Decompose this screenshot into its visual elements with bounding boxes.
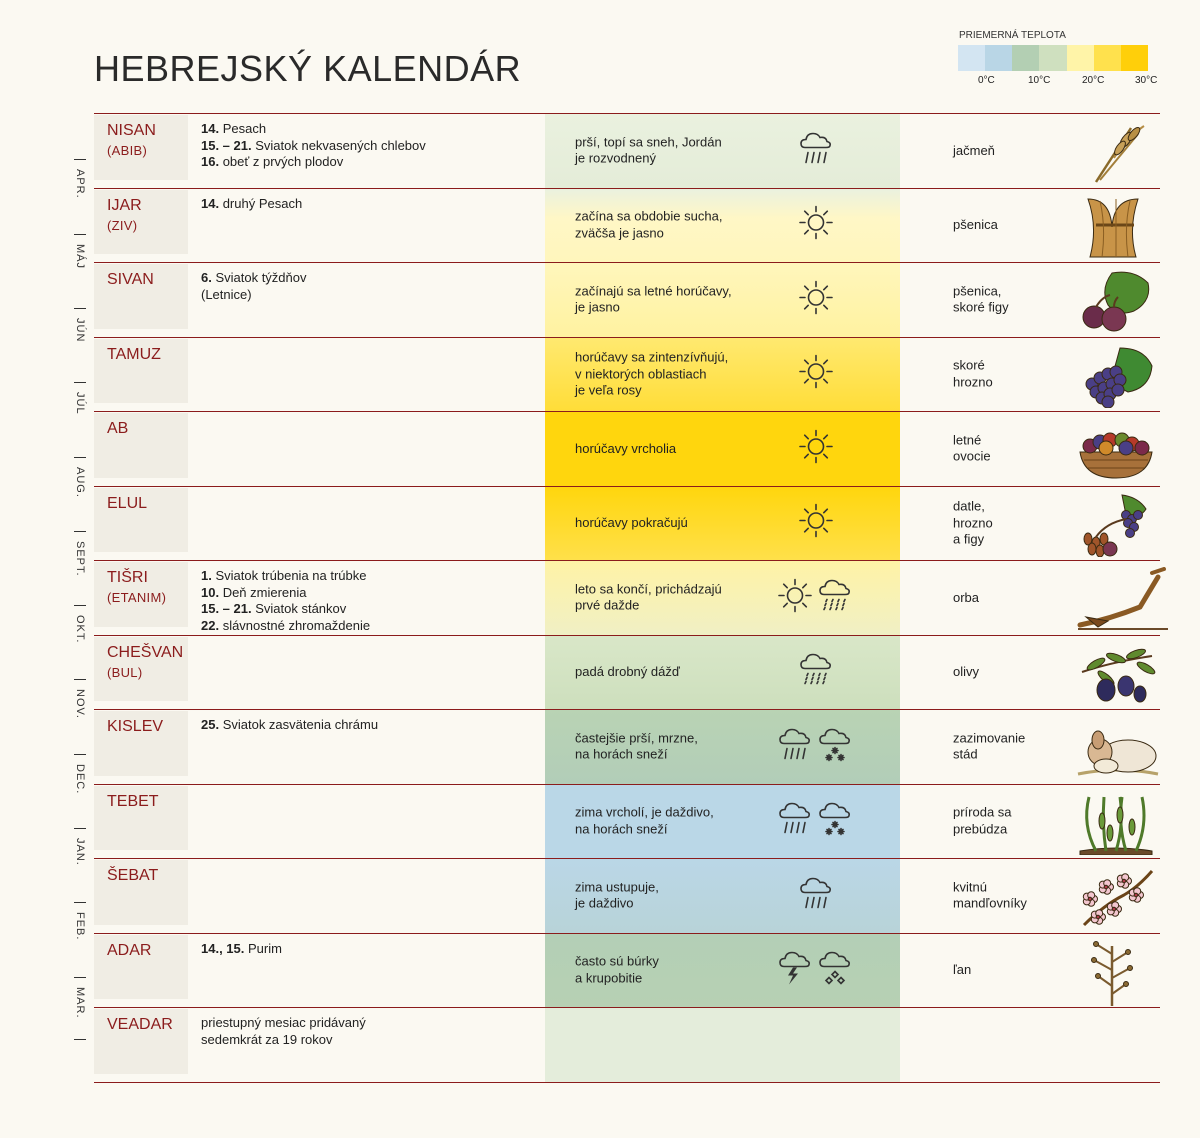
weather-line: na horách sneží <box>575 821 668 837</box>
feast-list <box>201 568 531 634</box>
legend-swatch <box>1094 45 1121 71</box>
month-alt-name: (ABIB) <box>107 143 148 158</box>
crop-line: orba <box>953 589 980 605</box>
gregorian-month-label: JAN. <box>74 838 86 866</box>
feast-list <box>201 270 531 303</box>
feast-text: Pesach <box>219 121 267 136</box>
month-name <box>107 1015 173 1035</box>
month-row <box>94 859 1160 934</box>
axis-tick <box>74 828 86 829</box>
crop-line: letné <box>953 432 982 448</box>
feast-date: 14., 15. <box>201 940 245 956</box>
feast-list <box>201 121 531 171</box>
month-row <box>94 785 1160 860</box>
weather-cell <box>545 710 900 784</box>
gregorian-month-label: SEPT. <box>74 540 86 577</box>
sun-icon <box>798 279 834 320</box>
gregorian-month-label: JÚN <box>74 317 86 343</box>
feast-date: 10. <box>201 584 220 600</box>
weather-line: zväčša je jasno <box>575 225 664 241</box>
feast-text: druhý Pesach <box>219 195 303 211</box>
crop-text <box>953 730 1063 763</box>
feast-text: Sviatok zasvätenia chrámu <box>219 717 379 732</box>
feast-list <box>201 717 531 734</box>
crop-line: hrozno <box>953 374 993 390</box>
axis-tick <box>74 382 86 383</box>
weather-line: horúčavy vrcholia <box>575 440 677 456</box>
crop-line: pšenica, <box>953 283 1002 299</box>
feast-item <box>201 121 531 138</box>
feast-item <box>201 154 531 171</box>
weather-text <box>575 209 765 242</box>
feast-date: 22. <box>201 617 220 633</box>
month-name <box>107 643 183 681</box>
month-title: ELUL <box>107 494 148 512</box>
crop-line: stád <box>953 746 978 762</box>
weather-cell <box>545 263 900 337</box>
weather-text <box>575 879 765 912</box>
axis-tick <box>74 902 86 903</box>
month-name <box>107 866 158 886</box>
crop-line: ovocie <box>953 448 991 464</box>
weather-text <box>575 664 765 681</box>
fig-icon <box>1076 269 1156 338</box>
weather-cell <box>545 1008 900 1082</box>
sprouts-icon <box>1076 791 1156 860</box>
month-row <box>94 561 1160 636</box>
rain-icon <box>798 129 838 172</box>
weather-cell <box>545 785 900 859</box>
crop-line: skoré <box>953 357 985 373</box>
axis-tick <box>74 531 86 532</box>
feast-text: (Letnice) <box>201 286 252 302</box>
weather-line: častejšie prší, mrzne, <box>575 730 698 746</box>
crop-text <box>953 879 1063 912</box>
crop-line: datle, <box>953 498 985 514</box>
weather-text <box>575 515 765 532</box>
rain-icon <box>777 800 817 843</box>
snow-icon <box>817 725 857 768</box>
weather-text <box>575 441 765 458</box>
crop-line: a figy <box>953 531 985 547</box>
month-row <box>94 114 1160 189</box>
weather-line: je jasno <box>575 299 620 315</box>
feast-item <box>201 1015 531 1032</box>
weather-text <box>575 134 765 167</box>
gregorian-month-label: OKT. <box>74 615 86 644</box>
month-alt-name: (BUL) <box>107 664 143 680</box>
feast-text: Purim <box>244 940 282 956</box>
crop-text <box>953 283 1063 316</box>
month-title: TEBET <box>107 792 159 810</box>
weather-cell <box>545 934 900 1008</box>
feast-text: Sviatok nekvasených chlebov <box>251 137 426 153</box>
legend-ticks <box>958 75 1158 89</box>
gregorian-month-label: APR. <box>74 169 86 199</box>
month-name <box>107 717 163 737</box>
month-name <box>107 270 154 290</box>
weather-text <box>575 954 765 987</box>
weather-line: padá drobný dážď <box>575 664 680 679</box>
gregorian-month-label: MAR. <box>74 986 86 1019</box>
crop-line: príroda sa <box>953 804 1012 820</box>
month-name <box>107 941 151 961</box>
crop-line: jačmeň <box>953 142 995 158</box>
feast-text: priestupný mesiac pridávaný <box>201 1015 366 1030</box>
legend-swatch <box>1067 45 1094 71</box>
weather-line: prvé dažde <box>575 597 640 613</box>
feast-list <box>201 1015 531 1048</box>
month-title: AB <box>107 420 129 437</box>
feast-item <box>201 270 531 287</box>
feast-date: 15. – 21. <box>201 137 252 153</box>
barley-icon <box>1076 120 1150 189</box>
crop-line: ľan <box>953 962 972 977</box>
weather-cell <box>545 636 900 710</box>
weather-cell <box>545 859 900 933</box>
feast-date: 14. <box>201 195 220 211</box>
month-name <box>107 345 161 365</box>
gregorian-month-label: JÚL <box>74 392 86 415</box>
dates-grapes-icon <box>1076 493 1156 562</box>
weather-line: je rozvodnený <box>575 150 656 166</box>
axis-tick <box>74 457 86 458</box>
axis-tick <box>74 1039 86 1040</box>
weather-cell <box>545 487 900 561</box>
feast-date: 1. <box>201 568 212 583</box>
feast-text: sedemkrát za 19 rokov <box>201 1031 333 1047</box>
weather-cell <box>545 114 900 188</box>
weather-line: zima vrcholí, je daždivo, <box>575 804 714 820</box>
feast-item <box>201 618 531 635</box>
axis-tick <box>74 159 86 160</box>
crop-text <box>953 358 1063 391</box>
flax-icon <box>1076 940 1146 1011</box>
weather-line: začínajú sa letné horúčavy, <box>575 283 732 299</box>
weather-cell <box>545 338 900 412</box>
legend-swatch <box>1121 45 1148 71</box>
feast-text: slávnostné zhromaždenie <box>219 617 371 633</box>
month-title: ŠEBAT <box>107 867 159 884</box>
crop-text <box>953 664 1063 681</box>
feast-date: 16. <box>201 154 220 169</box>
feast-date: 25. <box>201 717 220 732</box>
month-alt-name: (ETANIM) <box>107 590 167 605</box>
snow-icon <box>817 800 857 843</box>
month-title: IJAR <box>107 196 142 214</box>
weather-line: zima ustupuje, <box>575 879 659 895</box>
gregorian-month-label: NOV. <box>74 689 86 720</box>
drizzle-icon <box>798 651 838 694</box>
sun-icon <box>798 354 834 395</box>
crop-text <box>953 143 1063 160</box>
axis-tick <box>74 308 86 309</box>
feast-text: Sviatok stánkov <box>251 601 347 616</box>
month-row <box>94 710 1160 785</box>
weather-line: je daždivo <box>575 895 634 911</box>
month-name <box>107 121 156 159</box>
month-row <box>94 338 1160 413</box>
almond-blossom-icon <box>1076 865 1156 934</box>
feast-item <box>201 941 531 958</box>
weather-line: leto sa končí, prichádzajú <box>575 581 722 597</box>
month-alt-name: (ZIV) <box>107 217 138 233</box>
axis-tick <box>74 679 86 680</box>
crop-line: zazimovanie <box>953 730 1026 746</box>
weather-cell <box>545 189 900 263</box>
month-row <box>94 412 1160 487</box>
month-title: NISAN <box>107 122 156 139</box>
grapes-icon <box>1076 344 1156 413</box>
rain-icon <box>777 725 817 768</box>
legend-tick-label: 10°C <box>1028 75 1051 86</box>
feast-item <box>201 601 531 618</box>
feast-list <box>201 941 531 958</box>
crop-line: prebúdza <box>953 821 1008 837</box>
legend-swatch <box>1012 45 1039 71</box>
month-title: SIVAN <box>107 271 154 288</box>
legend-swatch <box>958 45 985 71</box>
weather-line: na horách sneží <box>575 746 668 762</box>
gregorian-month-label: MÁJ <box>74 243 86 269</box>
gregorian-month-label: FEB. <box>74 912 86 941</box>
weather-text <box>575 805 765 838</box>
plow-icon <box>1076 567 1172 636</box>
crop-line: skoré figy <box>953 299 1009 315</box>
drizzle-icon <box>817 576 857 619</box>
feast-item <box>201 138 531 155</box>
calendar-table <box>94 113 1160 1083</box>
weather-text <box>575 730 765 763</box>
legend-swatch <box>1039 45 1066 71</box>
gregorian-month-label: AUG. <box>74 466 86 498</box>
gregorian-month-axis <box>66 113 92 1073</box>
weather-line: začína sa obdobie sucha, <box>575 208 723 224</box>
rain-icon <box>798 874 838 917</box>
weather-line: často sú búrky <box>575 953 659 969</box>
feast-date: 15. – 21. <box>201 601 252 616</box>
crop-line: kvitnú <box>953 879 987 895</box>
crop-text <box>953 217 1063 234</box>
weather-cell <box>545 561 900 635</box>
feast-date: 6. <box>201 270 212 285</box>
month-name <box>107 196 142 234</box>
month-title: TIŠRI <box>107 569 148 586</box>
month-row <box>94 1008 1160 1083</box>
month-title: ADAR <box>107 941 152 959</box>
crop-text <box>953 962 1063 979</box>
month-row <box>94 636 1160 711</box>
sheep-icon <box>1076 716 1160 785</box>
page-title: HEBREJSKÝ KALENDÁR <box>94 48 522 89</box>
weather-line: horúčavy sa zintenzívňujú, <box>575 349 729 365</box>
month-title: VEADAR <box>107 1016 173 1033</box>
weather-line: prší, topí sa sneh, Jordán <box>575 134 722 150</box>
weather-text <box>575 350 765 400</box>
crop-line: mandľovníky <box>953 895 1027 911</box>
month-title: KISLEV <box>107 718 164 735</box>
gregorian-month-label: DEC. <box>74 763 86 794</box>
feast-list <box>201 196 531 213</box>
legend-color-bar <box>958 45 1148 71</box>
legend-tick-label: 20°C <box>1082 75 1105 86</box>
month-row <box>94 934 1160 1009</box>
month-name <box>107 792 159 812</box>
feast-item <box>201 1032 531 1049</box>
weather-cell <box>545 412 900 486</box>
month-row <box>94 263 1160 338</box>
weather-line: a krupobitie <box>575 970 643 986</box>
feast-text: Sviatok týždňov <box>211 270 307 285</box>
month-name <box>107 494 147 514</box>
crop-line: olivy <box>953 664 980 679</box>
month-title: CHEŠVAN <box>107 643 184 661</box>
feast-date: 14. <box>201 121 220 136</box>
axis-tick <box>74 605 86 606</box>
axis-tick <box>74 234 86 235</box>
weather-line: je veľa rosy <box>575 382 642 398</box>
legend-tick-label: 30°C <box>1135 75 1158 86</box>
crop-line: hrozno <box>953 515 993 530</box>
month-name <box>107 419 128 439</box>
legend-title: PRIEMERNÁ TEPLOTA <box>959 30 1066 41</box>
feast-text: obeť z prvých plodov <box>219 154 344 169</box>
hail-icon <box>817 949 857 992</box>
crop-text <box>953 432 1063 465</box>
axis-tick <box>74 977 86 978</box>
month-row <box>94 487 1160 562</box>
weather-line: horúčavy pokračujú <box>575 515 688 530</box>
olives-icon <box>1076 642 1156 711</box>
feast-item <box>201 585 531 602</box>
weather-text <box>575 283 765 316</box>
storm-icon <box>777 949 817 992</box>
month-name <box>107 568 166 606</box>
feast-text: Deň zmierenia <box>219 584 307 600</box>
weather-line: v niektorých oblastiach <box>575 366 707 381</box>
crop-line: pšenica <box>953 217 998 232</box>
fruit-basket-icon <box>1076 418 1156 487</box>
temperature-legend <box>958 30 1158 89</box>
wheat-sheaf-icon <box>1076 195 1150 264</box>
weather-text <box>575 581 765 614</box>
crop-text <box>953 499 1063 549</box>
axis-tick <box>74 754 86 755</box>
sun-icon <box>798 205 834 246</box>
crop-text <box>953 590 1063 607</box>
feast-text: Sviatok trúbenia na trúbke <box>211 568 367 583</box>
feast-item <box>201 568 531 585</box>
sun-icon <box>798 428 834 469</box>
sun-icon <box>777 577 813 618</box>
crop-text <box>953 805 1063 838</box>
month-title: TAMUZ <box>107 345 161 363</box>
feast-item <box>201 196 531 213</box>
legend-swatch <box>985 45 1012 71</box>
sun-icon <box>798 503 834 544</box>
month-row <box>94 189 1160 264</box>
feast-item <box>201 717 531 734</box>
feast-item <box>201 287 531 304</box>
legend-tick-label: 0°C <box>978 75 995 86</box>
